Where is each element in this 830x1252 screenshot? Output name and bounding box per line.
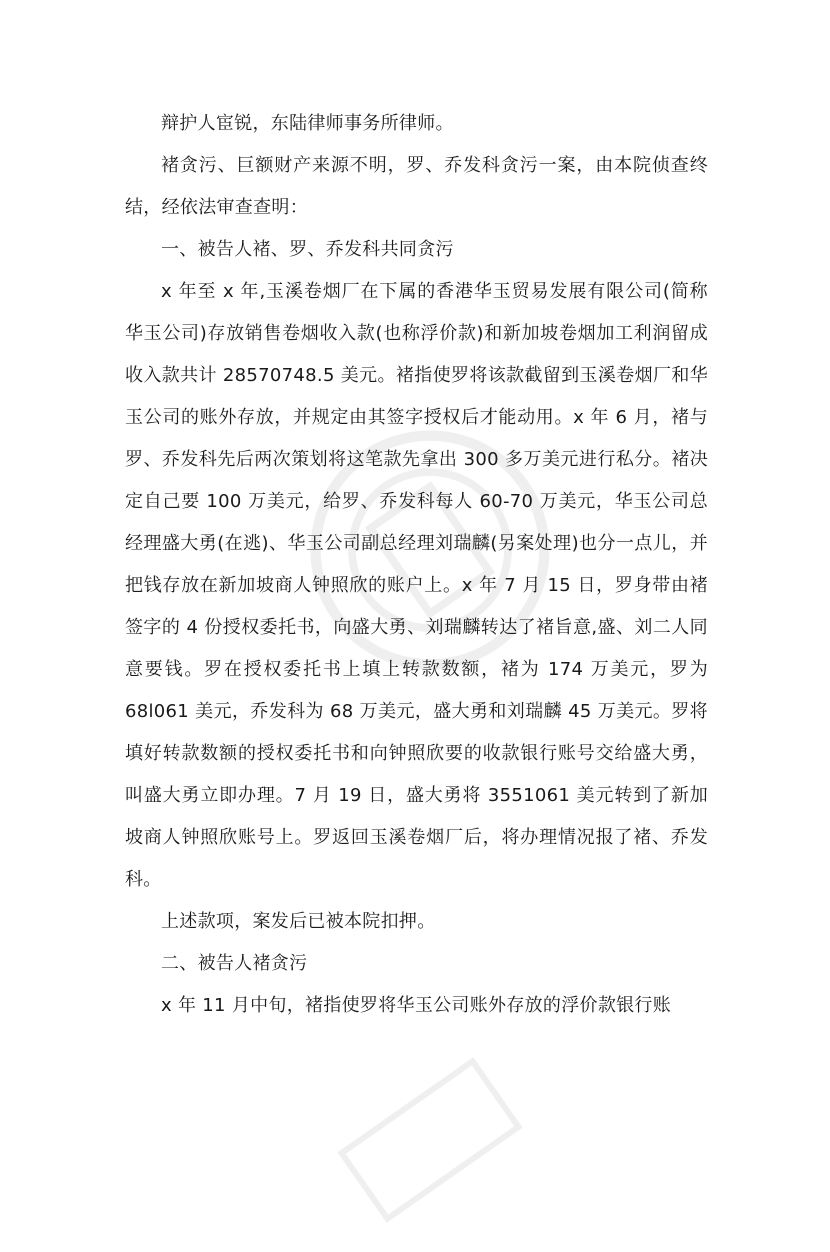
paragraph-facts-1: x 年至 x 年,玉溪卷烟厂在下属的香港华玉贸易发展有限公司(简称华玉公司)存放销售卷烟收入款(也称浮价款)和新加坡卷烟加工利润留成收入款共计 28570748.5 美元。褚指使罗将该款截留到玉溪卷烟厂和华玉公司的账外存放，并规定由其签字授权后才能动用。x 年 6 月，褚与罗、乔发科先后两次策划将这笔款先拿出 300 多万美元进行私分。褚决定自己要 100 万美元，给罗、乔发科每人 60-70 万美元，华玉公司总经理盛大勇(在逃)、华玉公司副总经理刘瑞麟(另案处理)也分一点儿，并把钱存放在新加坡商人钟照欣的账户上。x 年 7 月 15 日，罗身带由褚签字的 4 份授权委托书，向盛大勇、刘瑞麟转达了褚旨意,盛、刘二人同意要钱。罗在授权委托书上填上转款数额，褚为 174 万美元，罗为 68l061 美元，乔发科为 68 万美元，盛大勇和刘瑞麟 45 万美元。罗将填好转款数额的授权委托书和向钟照欣要的收款银行账号交给盛大勇，叫盛大勇立即办理。7 月 19 日，盛大勇将 3551061 美元转到了新加坡商人钟照欣账号上。罗返回玉溪卷烟厂后，将办理情况报了褚、乔发科。: [125, 281, 708, 890]
document-body: [125, 103, 708, 1027]
paragraph-defender: 辩护人宦锐，东陆律师事务所律师。: [161, 113, 454, 134]
section-heading-1: 一、被告人褚、罗、乔发科共同贪污: [161, 239, 454, 260]
watermark-icon: [305, 1028, 554, 1252]
paragraph-facts-2: x 年 11 月中旬，褚指使罗将华玉公司账外存放的浮价款银行账: [161, 995, 672, 1016]
paragraph-case-summary: 褚贪污、巨额财产来源不明，罗、乔发科贪污一案，由本院侦查终结，经依法审查查明：: [125, 155, 708, 218]
section-heading-2: 二、被告人褚贪污: [161, 953, 308, 974]
paragraph-seizure: 上述款项，案发后已被本院扣押。: [161, 911, 436, 932]
